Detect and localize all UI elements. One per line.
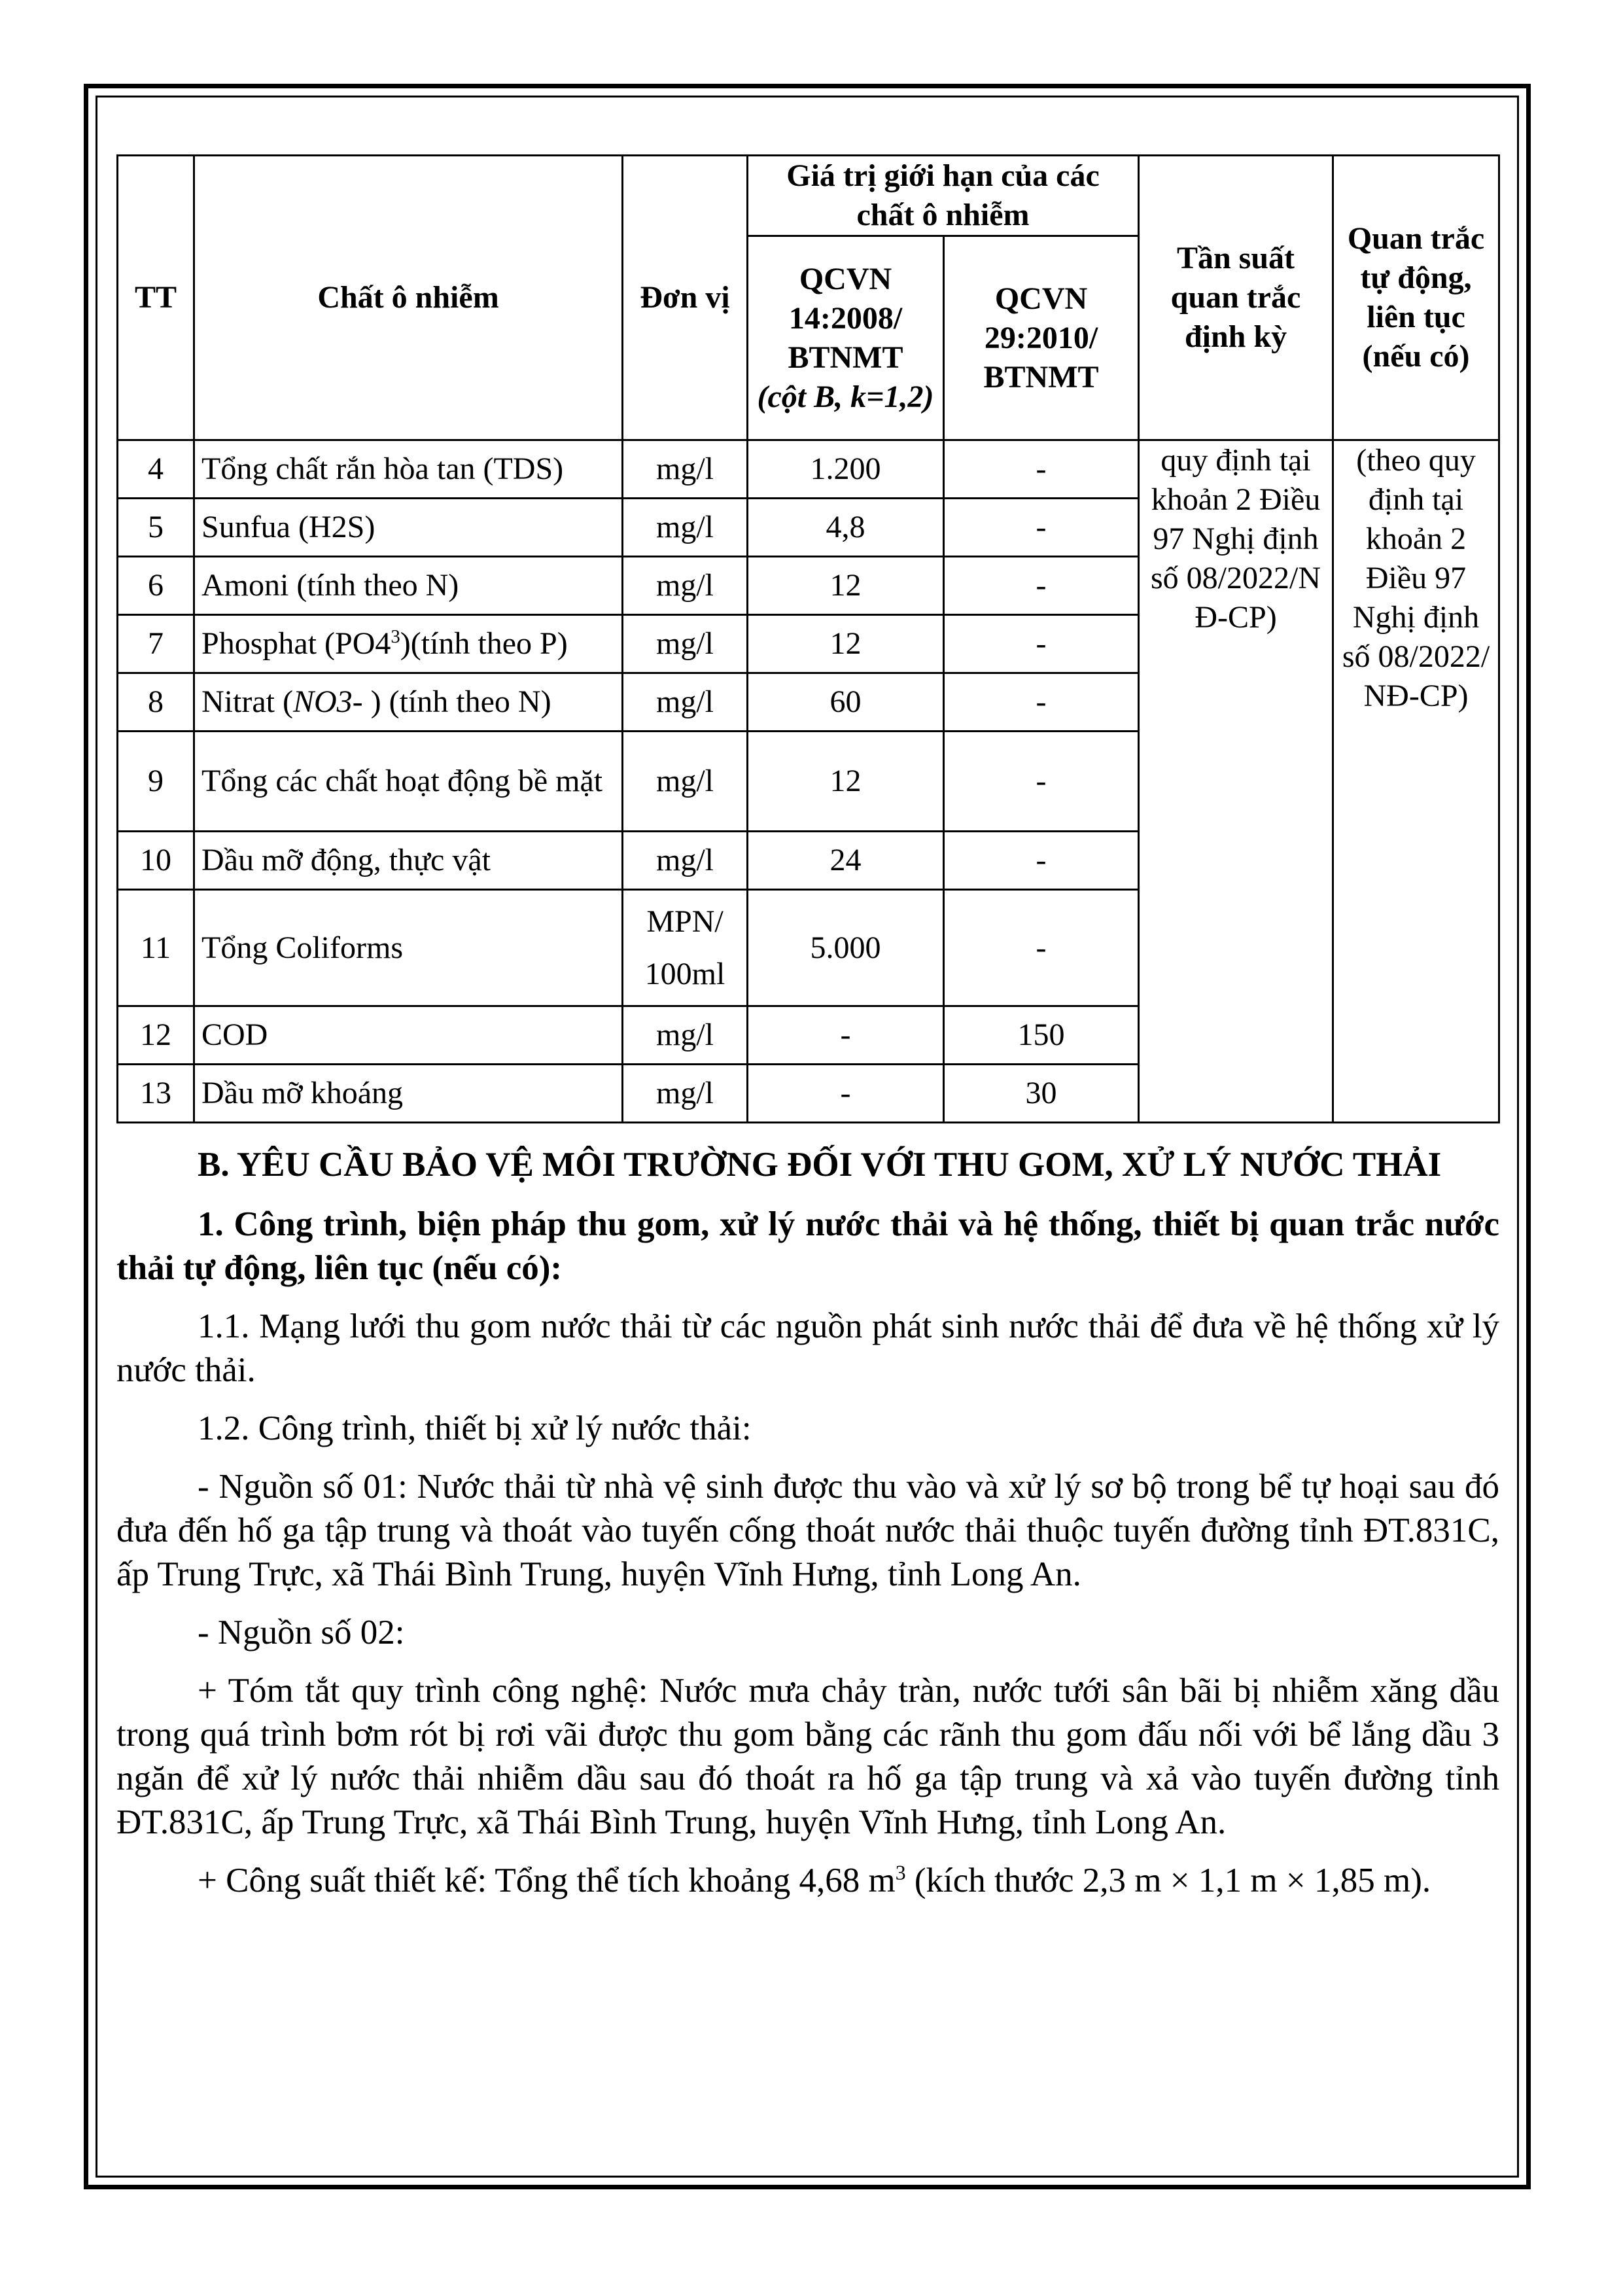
pollutant-formula: NO3- [292, 684, 363, 719]
header-tt: TT [118, 156, 194, 440]
paragraph: 1.1. Mạng lưới thu gom nước thải từ các nguồn phát sinh nước thải để đưa về hệ thống xử lý nước thải. [116, 1307, 1499, 1389]
document-content [116, 154, 1499, 1917]
cell-qcvn29: - [944, 499, 1139, 557]
cell-tt: 5 [118, 499, 194, 557]
cell-unit: mg/l [623, 440, 748, 499]
cell-unit: mg/l [623, 832, 748, 890]
cell-auto-monitor: (theo quy định tại khoản 2 Điều 97 Nghị định số 08/2022/ NĐ-CP) [1333, 440, 1499, 1123]
pollutant-name-part: ) (tính theo N) [362, 684, 551, 719]
cell-unit: mg/l [623, 557, 748, 615]
header-limit-group: Giá trị giới hạn của các chất ô nhiễm [748, 156, 1139, 236]
cell-pollutant [194, 673, 623, 732]
cell-qcvn29: - [944, 832, 1139, 890]
cell-qcvn29: 30 [944, 1065, 1139, 1123]
cell-pollutant: Tổng chất rắn hòa tan (TDS) [194, 440, 623, 499]
header-qcvn14-note: (cột B, k=1,2) [757, 379, 934, 414]
cell-qcvn29: - [944, 440, 1139, 499]
cell-tt: 4 [118, 440, 194, 499]
cell-qcvn29: - [944, 615, 1139, 673]
capacity-text: + Công suất thiết kế: Tổng thể tích khoảng 4,68 m [198, 1862, 896, 1899]
superscript: 3 [895, 1861, 906, 1884]
cell-unit: mg/l [623, 499, 748, 557]
body-text [116, 1143, 1499, 1903]
cell-frequency: quy định tại khoản 2 Điều 97 Nghị định số 08/2022/N Đ-CP) [1139, 440, 1333, 1123]
cell-unit: mg/l [623, 673, 748, 732]
header-auto-monitor: Quan trắc tự động, liên tục (nếu có) [1333, 156, 1499, 440]
paragraph: + Tóm tắt quy trình công nghệ: Nước mưa chảy tràn, nước tưới sân bãi bị nhiễm xăng dầu trong quá trình bơm rót bị rơi vãi được thu gom bằng các rãnh thu gom đấu nối với bể lắng dầu 3 ngăn để xử lý nước thải nhiễm dầu sau đó thoát ra hố ga tập trung và xả vào tuyến đường tỉnh ĐT.831C, ấp Trung Trực, xã Thái Bình Trung, huyện Vĩnh Hưng, tỉnh Long An. [116, 1672, 1499, 1841]
header-qcvn14-title: QCVN 14:2008/ BTNMT [788, 261, 903, 375]
cell-unit: mg/l [623, 615, 748, 673]
cell-qcvn14: 4,8 [748, 499, 944, 557]
header-qcvn29: QCVN 29:2010/ BTNMT [944, 236, 1139, 440]
cell-qcvn29: - [944, 890, 1139, 1006]
subsection-heading: 1. Công trình, biện pháp thu gom, xử lý nước thải và hệ thống, thiết bị quan trắc nước thải tự động, liên tục (nếu có): [116, 1205, 1499, 1287]
paragraph: - Nguồn số 02: [198, 1614, 405, 1651]
cell-pollutant: Tổng Coliforms [194, 890, 623, 1006]
cell-tt: 8 [118, 673, 194, 732]
cell-tt: 7 [118, 615, 194, 673]
cell-pollutant: Amoni (tính theo N) [194, 557, 623, 615]
cell-unit: mg/l [623, 732, 748, 832]
header-qcvn14 [748, 236, 944, 440]
pollutant-limits-table [116, 154, 1500, 1123]
superscript: 3 [391, 626, 400, 647]
cell-qcvn14: 1.200 [748, 440, 944, 499]
cell-qcvn29: - [944, 673, 1139, 732]
cell-pollutant: Dầu mỡ động, thực vật [194, 832, 623, 890]
cell-unit [623, 890, 748, 1006]
cell-pollutant: Tổng các chất hoạt động bề mặt [194, 732, 623, 832]
pollutant-name-part: )(tính theo P) [400, 626, 568, 661]
cell-qcvn29: 150 [944, 1006, 1139, 1065]
section-title: B. YÊU CẦU BẢO VỆ MÔI TRƯỜNG ĐỐI VỚI THU GOM, XỬ LÝ NƯỚC THẢI [198, 1146, 1442, 1184]
cell-qcvn29: - [944, 557, 1139, 615]
cell-tt: 6 [118, 557, 194, 615]
cell-tt: 12 [118, 1006, 194, 1065]
cell-pollutant: COD [194, 1006, 623, 1065]
cell-pollutant: Sunfua (H2S) [194, 499, 623, 557]
paragraph [116, 1859, 1499, 1903]
header-pollutant: Chất ô nhiễm [194, 156, 623, 440]
cell-qcvn14: 12 [748, 557, 944, 615]
cell-qcvn14: - [748, 1006, 944, 1065]
table-row [118, 440, 1499, 499]
header-unit: Đơn vị [623, 156, 748, 440]
cell-pollutant [194, 615, 623, 673]
pollutant-name-part: Nitrat ( [201, 684, 293, 719]
cell-pollutant: Dầu mỡ khoáng [194, 1065, 623, 1123]
cell-tt: 11 [118, 890, 194, 1006]
capacity-text: (kích thước 2,3 m × 1,1 m × 1,85 m). [905, 1862, 1431, 1899]
cell-unit: mg/l [623, 1065, 748, 1123]
cell-qcvn14: 12 [748, 615, 944, 673]
cell-qcvn14: 12 [748, 732, 944, 832]
cell-qcvn14: 5.000 [748, 890, 944, 1006]
header-frequency: Tần suất quan trắc định kỳ [1139, 156, 1333, 440]
pollutant-name-part: Phosphat (PO4 [201, 626, 391, 661]
cell-tt: 9 [118, 732, 194, 832]
cell-qcvn14: - [748, 1065, 944, 1123]
cell-qcvn29: - [944, 732, 1139, 832]
cell-qcvn14: 60 [748, 673, 944, 732]
unit-line: 100ml [644, 956, 725, 991]
cell-tt: 10 [118, 832, 194, 890]
paragraph: 1.2. Công trình, thiết bị xử lý nước thải: [198, 1409, 752, 1447]
cell-unit: mg/l [623, 1006, 748, 1065]
cell-qcvn14: 24 [748, 832, 944, 890]
cell-tt: 13 [118, 1065, 194, 1123]
unit-line: MPN/ [646, 904, 724, 939]
paragraph: - Nguồn số 01: Nước thải từ nhà vệ sinh được thu vào và xử lý sơ bộ trong bể tự hoại sau đó đưa đến hố ga tập trung và thoát vào tuyến cống thoát nước thải thuộc tuyến đường tỉnh ĐT.831C, ấp Trung Trực, xã Thái Bình Trung, huyện Vĩnh Hưng, tỉnh Long An. [116, 1468, 1499, 1593]
